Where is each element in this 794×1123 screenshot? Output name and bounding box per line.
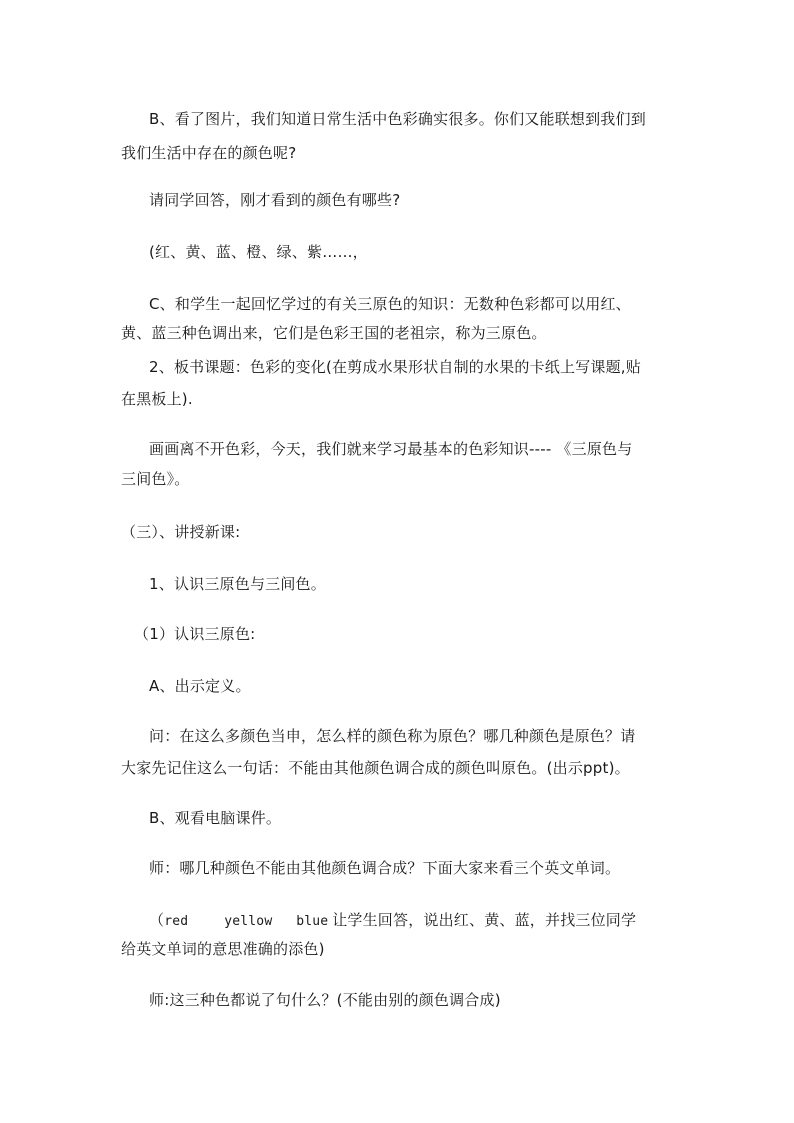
paragraph-b-line1: B、看了图片，我们知道日常生活中色彩确实很多。你们又能联想到我们到 (149, 110, 646, 128)
word-blue: blue (296, 914, 329, 929)
word-yellow: yellow (224, 914, 273, 929)
paragraph-teacher-words: 师：哪几种颜色不能由其他颜色调合成？下面大家来看三个英文单词。 (149, 859, 621, 877)
open-paren: （ (149, 911, 165, 929)
paragraph-colors-list: (红、黄、蓝、橙、绿、紫……， (149, 243, 368, 261)
section-heading-new-lesson: （三）、讲授新课: (121, 523, 241, 541)
paragraph-intro-line2: 三间色》。 (121, 470, 190, 488)
paragraph-teacher-three-colors: 师:这三种色都说了句什么？(不能由别的颜色调合成) (149, 991, 501, 1009)
paragraph-board-title-line1: 2、板书课题：色彩的变化(在剪成水果形状自制的水果的卡纸上写课题,贴 (149, 358, 641, 376)
paragraph-b-line2: 我们生活中存在的颜色呢? (121, 144, 297, 162)
subsection-heading: 1、认识三原色与三间色。 (149, 575, 326, 593)
paragraph-ask-line1: 问：在这么多颜色当申，怎么样的颜色称为原色？哪几种颜色是原色？请 (149, 727, 636, 745)
paragraph-c-line1: C、和学生一起回忆学过的有关三原色的知识：无数种色彩都可以用红、 (149, 295, 631, 313)
paragraph-c-line2: 黄、蓝三种色调出来，它们是色彩王国的老祖宗，称为三原色。 (121, 324, 547, 342)
paragraph-ask-line2: 大家先记住这么一句话：不能由其他颜色调合成的颜色叫原色。(出示ppt)。 (121, 759, 630, 777)
word-red: red (164, 914, 189, 929)
paragraph-show-definition: A、出示定义。 (149, 677, 251, 695)
paragraph-english-words-line1 (149, 910, 636, 932)
paragraph-intro-line1: 画画离不开色彩，今天，我们就来学习最基本的色彩知识---- 《三原色与 (149, 440, 633, 458)
english-words-rest: 让学生回答，说出红、黄、蓝，并找三位同学 (332, 911, 637, 929)
paragraph-english-words-line2: 给英文单词的意思准确的添色) (121, 940, 325, 958)
subsection-item-1: （1）认识三原色: (134, 625, 256, 643)
paragraph-board-title-line2: 在黑板上). (121, 390, 193, 408)
paragraph-watch-courseware: B、观看电脑课件。 (149, 809, 282, 827)
paragraph-question: 请同学回答，刚才看到的颜色有哪些? (149, 191, 401, 209)
